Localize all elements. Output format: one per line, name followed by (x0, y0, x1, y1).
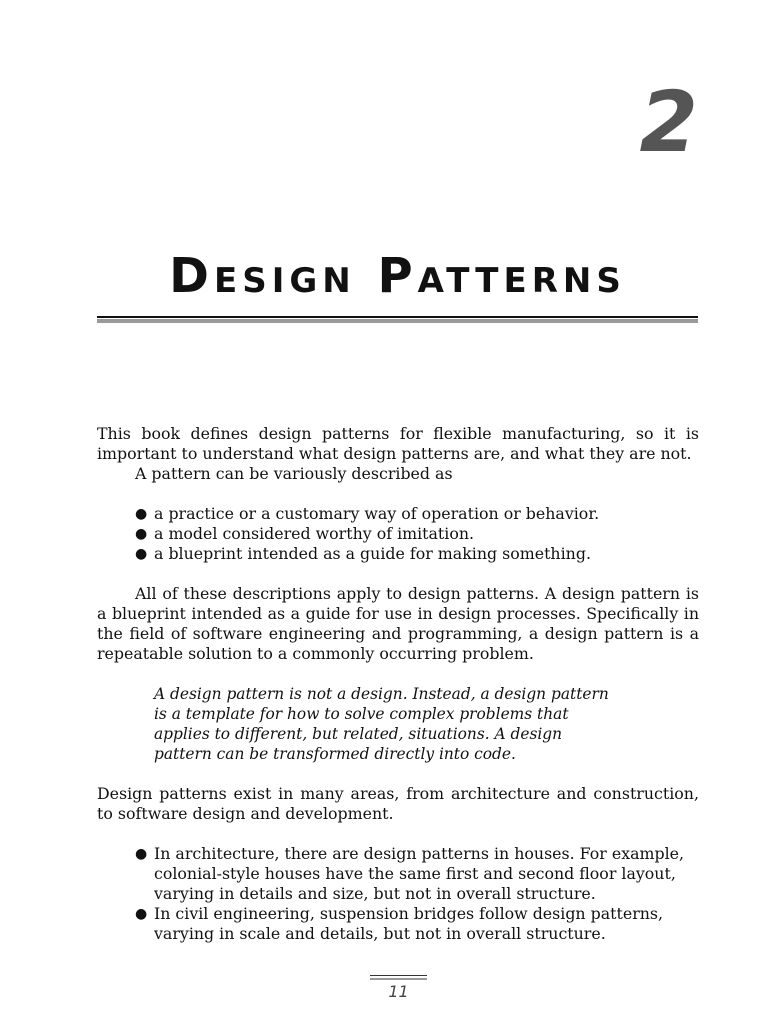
list-item-text: a practice or a customary way of operation or behavior. (154, 504, 600, 523)
list-item-text: a blueprint intended as a guide for making something. (154, 544, 591, 563)
chapter-number: 2 (639, 73, 698, 171)
descriptions-list (97, 504, 699, 564)
spacer (97, 764, 699, 784)
chapter-title: Design Patterns (169, 248, 626, 304)
spacer (97, 484, 699, 504)
spacer (97, 664, 699, 684)
lead-in-paragraph: A pattern can be variously described as (135, 464, 453, 483)
bullet-icon: ● (135, 906, 148, 922)
list-item (97, 544, 699, 564)
footer-rule (370, 975, 427, 976)
bullet-icon: ● (135, 506, 148, 522)
list-item (97, 524, 699, 544)
spacer (97, 564, 699, 584)
examples-list (97, 844, 699, 944)
bullet-icon: ● (135, 526, 148, 542)
bullet-icon: ● (135, 546, 148, 562)
intro-paragraph: This book defines design patterns for flexible manufacturing, so it is important to understand what design patterns are, and what they are not. (97, 424, 699, 463)
list-item-text: In architecture, there are design patterns in houses. For example, colonial-style houses have the same first and second floor layout, varying in details and size, but not in overall structure. (154, 844, 685, 903)
list-item-text: a model considered worthy of imitation. (154, 524, 475, 543)
list-item (97, 504, 699, 524)
list-item (97, 844, 699, 904)
body-text (97, 424, 699, 944)
definition-quote: A design pattern is not a design. Instead, a design pattern is a template for how to solve complex problems that applies to different, but related, situations. A design pattern can be transformed directly into code. (154, 685, 609, 763)
paragraph-3: Design patterns exist in many areas, from architecture and construction, to software design and development. (97, 784, 699, 823)
list-item-text: In civil engineering, suspension bridges follow design patterns, varying in scale and details, but not in overall structure. (154, 904, 664, 943)
title-rule (97, 316, 698, 318)
paragraph-2: All of these descriptions apply to design patterns. A design pattern is a blueprint intended as a guide for use in design processes. Specifically in the field of software engineering and programming, a design pattern is a repeatable solution to a commonly occurring problem. (97, 584, 699, 663)
title-rule-shadow (97, 319, 698, 323)
list-item (97, 904, 699, 944)
spacer (97, 824, 699, 844)
page-number: 11 (388, 982, 409, 1001)
bullet-icon: ● (135, 846, 148, 862)
footer-rule-shadow (370, 978, 427, 980)
